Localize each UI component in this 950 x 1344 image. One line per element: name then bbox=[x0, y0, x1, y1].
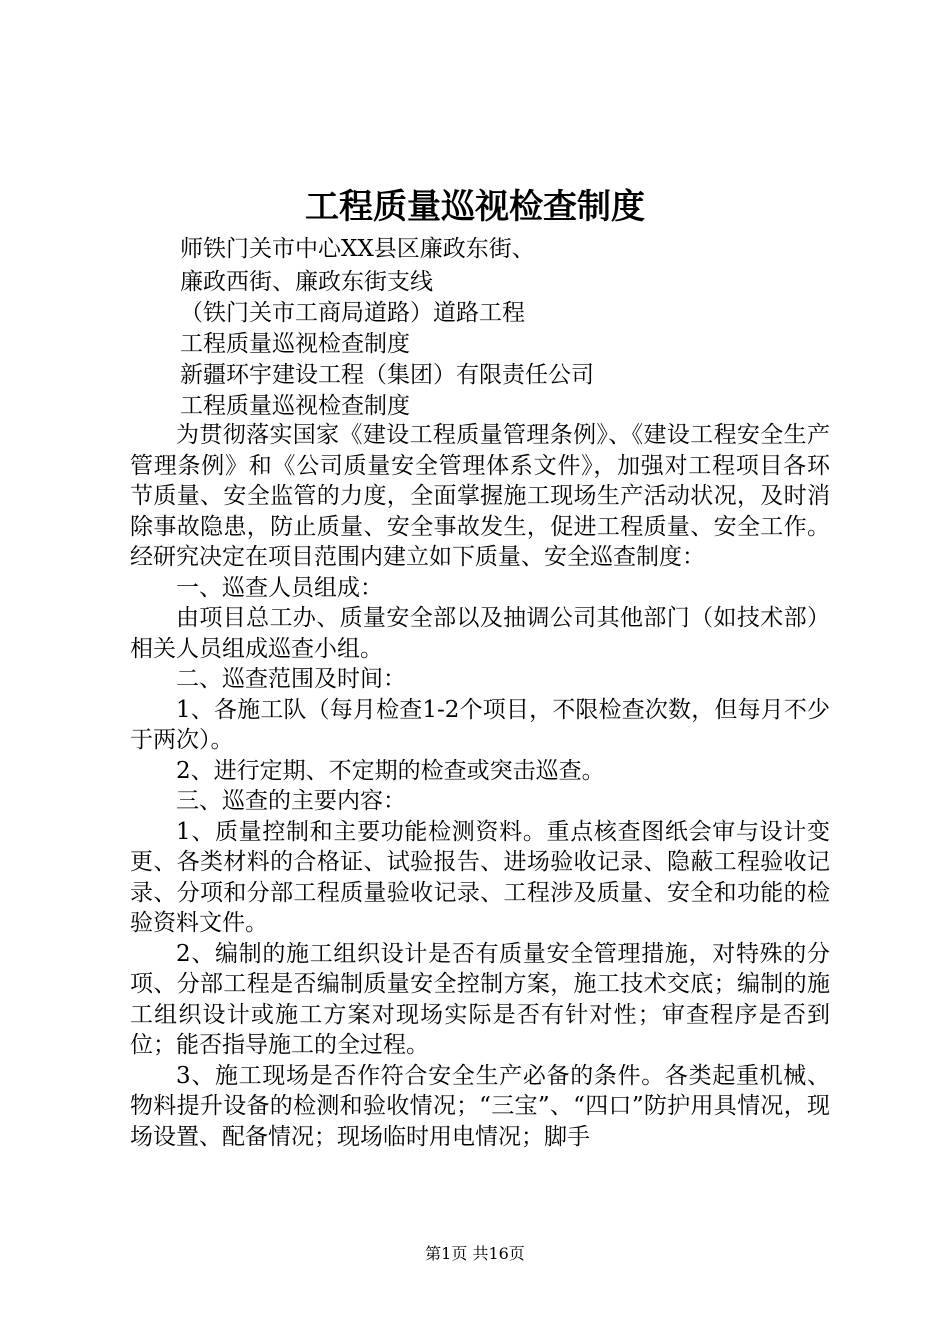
paragraph-intro: 为贯彻落实国家《建设工程质量管理条例》、《建设工程安全生产管理条例》和《公司质量安全管理体系文件》，加强对工程项目各环节质量、安全监管的力度，全面掌握施工现场生产活动状况，及时消除事故隐患，防止质量、安全事故发生，促进工程质量、安全工作。经研究决定在项目范围内建立如下质量、安全巡查制度： bbox=[130, 422, 830, 570]
header-line-3: （铁门关市工商局道路）道路工程 bbox=[180, 300, 525, 326]
paragraph-scope-1: 1、各施工队（每月检查1-2个项目，不限检查次数，但每月不少于两次）。 bbox=[130, 696, 830, 753]
paragraph-scope-2: 2、进行定期、不定期的检查或突击巡查。 bbox=[176, 757, 605, 784]
paragraph-content-3: 3、施工现场是否作符合安全生产必备的条件。各类起重机械、物料提升设备的检测和验收情况；“三宝”、“四口”防护用具情况，现场设置、配备情况；现场临时用电情况；脚手 bbox=[130, 1062, 830, 1150]
paragraph-content-2: 2、编制的施工组织设计是否有质量安全管理措施，对特殊的分项、分部工程是否编制质量安全控制方案，施工技术交底；编制的施工组织设计或施工方案对现场实际是否有针对性；审查程序是否到位；能否指导施工的全过程。 bbox=[130, 940, 830, 1058]
header-line-2: 廉政西街、廉政东街支线 bbox=[180, 269, 433, 295]
page-footer: 第1页 共16页 bbox=[425, 1244, 525, 1263]
paragraph-personnel: 由项目总工办、质量安全部以及抽调公司其他部门（如技术部）相关人员组成巡查小组。 bbox=[130, 605, 830, 662]
section-heading-personnel: 一、巡查人员组成： bbox=[176, 574, 383, 601]
header-line-6: 工程质量巡视检查制度 bbox=[180, 393, 410, 419]
header-line-4: 工程质量巡视检查制度 bbox=[180, 331, 410, 357]
section-heading-scope: 二、巡查范围及时间： bbox=[176, 666, 406, 692]
section-heading-content: 三、巡查的主要内容： bbox=[176, 788, 406, 814]
document-body bbox=[130, 420, 830, 1152]
document-title: 工程质量巡视检查制度 bbox=[305, 187, 645, 227]
paragraph-content-1: 1、质量控制和主要功能检测资料。重点核查图纸会审与设计变更、各类材料的合格证、试验报告、进场验收记录、隐蔽工程验收记录、分项和分部工程质量验收记录、工程涉及质量、安全和功能的检验资料文件。 bbox=[130, 818, 830, 936]
header-line-1: 师铁门关市中心XX县区廉政东街、 bbox=[180, 236, 535, 262]
header-line-5: 新疆环宇建设工程（集团）有限责任公司 bbox=[180, 362, 594, 388]
